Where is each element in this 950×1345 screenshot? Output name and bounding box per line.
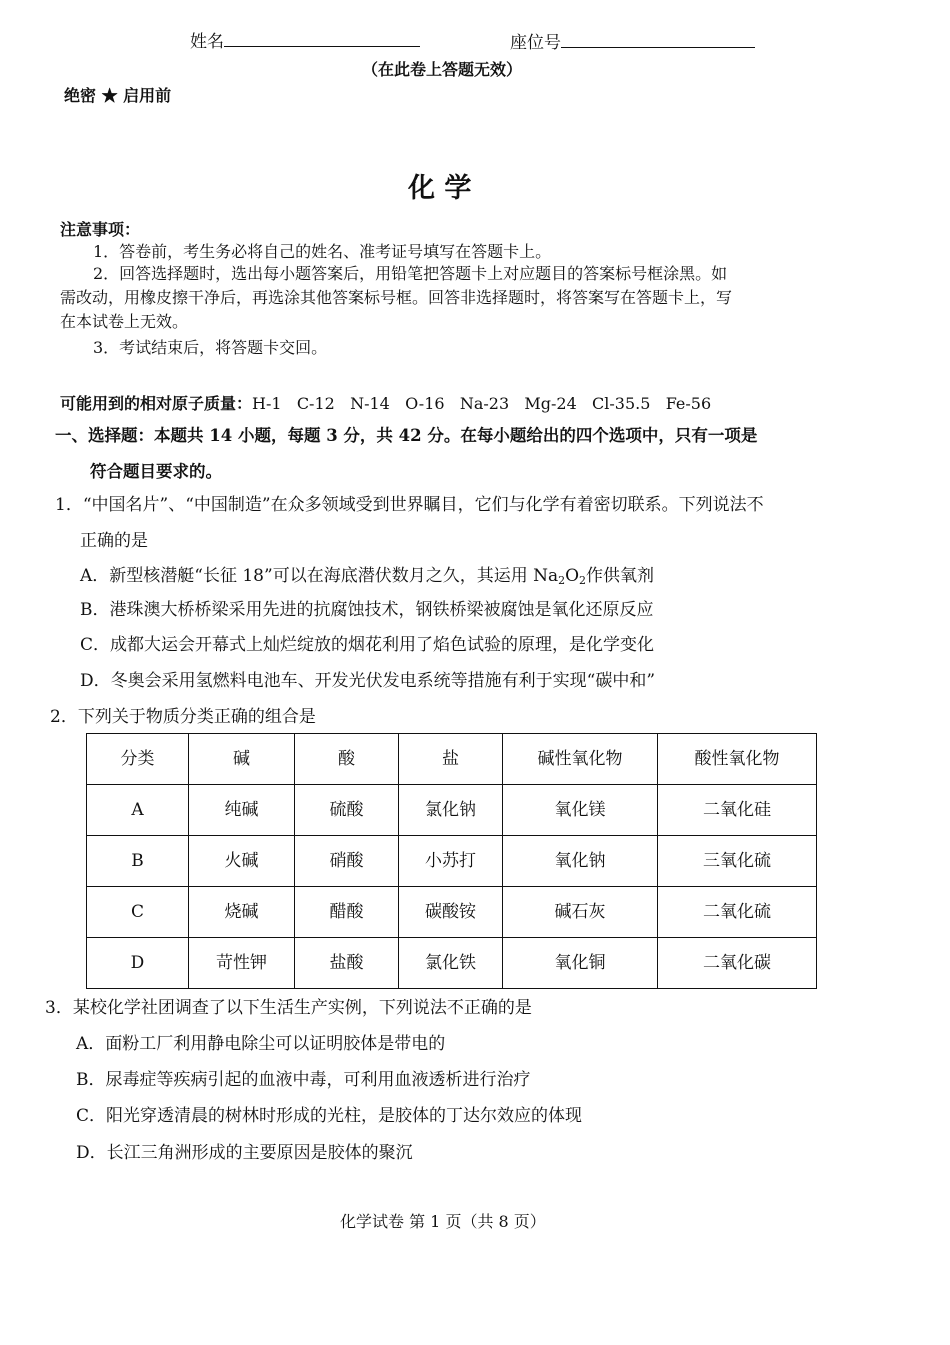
table-cell: 碳酸铵: [399, 887, 503, 938]
page-footer: 化学试卷 第 1 页（共 8 页）: [340, 1212, 546, 1231]
table-cell: 氯化钠: [399, 785, 503, 836]
table-header-cell: 碱性氧化物: [503, 734, 658, 785]
notice-item-2-line-1: 2．回答选择题时，选出每小题答案后，用铅笔把答题卡上对应题目的答案标号框涂黑。如: [93, 264, 728, 283]
table-cell: 碱石灰: [503, 887, 658, 938]
secret-mark: 绝密 ★ 启用前: [64, 86, 172, 105]
table-cell: D: [87, 938, 189, 989]
notice-item-2-line-3: 在本试卷上无效。: [60, 312, 189, 331]
page-title: 化 学: [408, 173, 472, 204]
table-header-cell: 酸性氧化物: [658, 734, 817, 785]
table-header-row: [87, 734, 817, 785]
table-header-cell: 酸: [295, 734, 399, 785]
notice-item-3: 3．考试结束后，将答题卡交回。: [93, 338, 328, 357]
table-cell: 氧化钠: [503, 836, 658, 887]
table-cell: 氧化铜: [503, 938, 658, 989]
notice-item-1: 1．答卷前，考生务必将自己的姓名、准考证号填写在答题卡上。: [93, 242, 552, 261]
q1-option-b: B．港珠澳大桥桥梁采用先进的抗腐蚀技术，钢铁桥梁被腐蚀是氧化还原反应: [80, 600, 654, 620]
table-header-cell: 碱: [189, 734, 295, 785]
table-cell: 苛性钾: [189, 938, 295, 989]
table-row: [87, 887, 817, 938]
table-cell: 烧碱: [189, 887, 295, 938]
q1-option-a: A．新型核潜艇“长征 18”可以在海底潜伏数月之久，其运用 $Na_2O_2$作供氧剂: [80, 566, 655, 587]
atomic-mass-line: [60, 396, 711, 412]
table-cell: 小苏打: [399, 836, 503, 887]
table-cell: 氧化镁: [503, 785, 658, 836]
table-cell: 三氧化硫: [658, 836, 817, 887]
name-blank[interactable]: [224, 30, 420, 47]
table-cell: B: [87, 836, 189, 887]
table-cell: 硝酸: [295, 836, 399, 887]
table-cell: 盐酸: [295, 938, 399, 989]
q1-option-c: C．成都大运会开幕式上灿烂绽放的烟花利用了焰色试验的原理，是化学变化: [80, 635, 655, 655]
table-cell: 氯化铁: [399, 938, 503, 989]
table-cell: 二氧化硅: [658, 785, 817, 836]
notice-item-2-line-2: 需改动，用橡皮擦干净后，再选涂其他答案标号框。回答非选择题时，将答案写在答题卡上，写: [60, 288, 733, 307]
name-field: [190, 30, 420, 51]
table-cell: 硫酸: [295, 785, 399, 836]
table-cell: 醋酸: [295, 887, 399, 938]
q3-option-b: B．尿毒症等疾病引起的血液中毒，可利用血液透析进行治疗: [76, 1070, 531, 1090]
classification-table: [86, 733, 817, 989]
q1-option-d: D．冬奥会采用氢燃料电池车、开发光伏发电系统等措施有利于实现“碳中和”: [80, 671, 656, 691]
atomic-mass-label: 可能用到的相对原子质量：: [60, 394, 253, 413]
seat-field: [510, 31, 755, 52]
table-header-cell: 分类: [87, 734, 189, 785]
table-cell: 火碱: [189, 836, 295, 887]
table-cell: 纯碱: [189, 785, 295, 836]
table-row: [87, 836, 817, 887]
q2-stem: 2．下列关于物质分类正确的组合是: [50, 707, 316, 727]
q3-option-a: A．面粉工厂利用静电除尘可以证明胶体是带电的: [76, 1034, 446, 1054]
section-1-line-2: 符合题目要求的。: [90, 462, 222, 481]
q3-option-d: D．长江三角洲形成的主要原因是胶体的聚沉: [76, 1143, 413, 1163]
invalid-note: （在此卷上答题无效）: [362, 60, 523, 79]
seat-blank[interactable]: [561, 31, 755, 48]
table-header-cell: 盐: [399, 734, 503, 785]
atomic-mass-values: H-1 C-12 N-14 O-16 Na-23 Mg-24 Cl-35.5 Fe-56: [252, 394, 712, 413]
name-label: 姓名: [190, 32, 224, 52]
table-cell: 二氧化碳: [658, 938, 817, 989]
q3-option-c: C．阳光穿透清晨的树林时形成的光柱，是胶体的丁达尔效应的体现: [76, 1106, 583, 1126]
table-cell: 二氧化硫: [658, 887, 817, 938]
table-row: [87, 785, 817, 836]
q1-stem-line-1: 1．“中国名片”、“中国制造”在众多领域受到世界瞩目，它们与化学有着密切联系。下列说法不: [55, 495, 764, 515]
notice-heading: 注意事项：: [60, 220, 141, 239]
table-cell: C: [87, 887, 189, 938]
q3-stem: 3．某校化学社团调查了以下生活生产实例，下列说法不正确的是: [45, 998, 532, 1018]
seat-label: 座位号: [510, 33, 561, 53]
section-1-line-1: 一、选择题：本题共 14 小题，每题 3 分，共 42 分。在每小题给出的四个选项中，只有一项是: [55, 426, 758, 445]
q1-stem-line-2: 正确的是: [80, 531, 148, 551]
table-cell: A: [87, 785, 189, 836]
table-row: [87, 938, 817, 989]
